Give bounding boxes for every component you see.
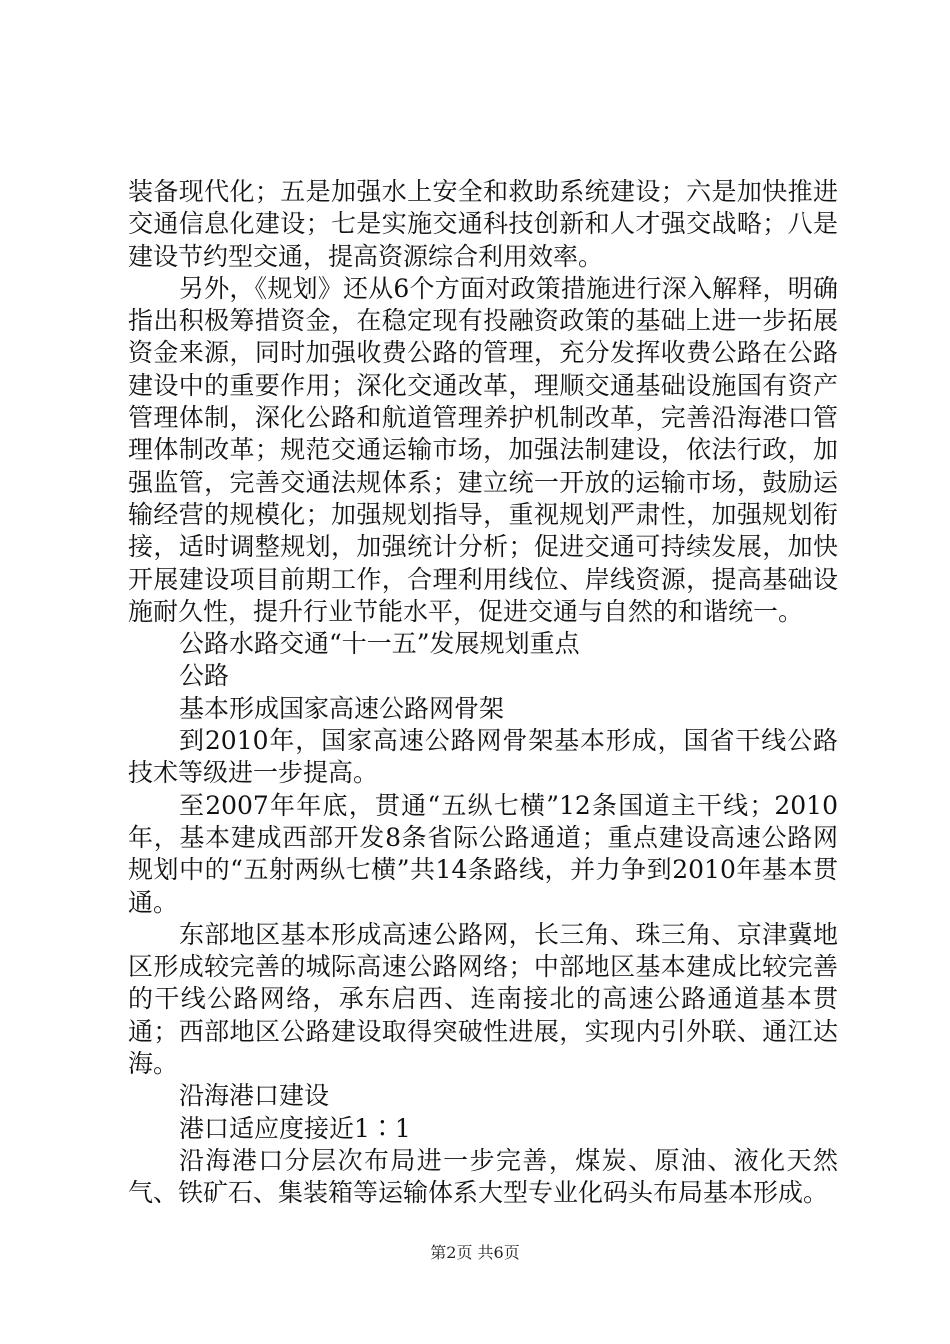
paragraph: 东部地区基本形成高速公路网，长三角、珠三角、京津冀地区形成较完善的城际高速公路网络；中部地区基本建成比较完善的干线公路网络，承东启西、连南接北的高速公路通道基本贯通；西部地区公路建设取得突破性进展，实现内引外联、通江达海。 bbox=[128, 919, 838, 1079]
page-footer: 第2页 共6页 bbox=[430, 1243, 520, 1262]
paragraph: 另外，《规划》还从6个方面对政策措施进行深入解释，明确指出积极筹措资金，在稳定现有投融资政策的基础上进一步拓展资金来源，同时加强收费公路的管理，充分发挥收费公路在公路建设中的重要作用；深化交通改革，理顺交通基础设施国有资产管理体制，深化公路和航道管理养护机制改革，完善沿海港口管理体制改革；规范交通运输市场，加强法制建设，依法行政，加强监管，完善交通法规体系；建立统一开放的运输市场，鼓励运输经营的规模化；加强规划指导，重视规划严肃性，加强规划衔接，适时调整规划，加强统计分析；促进交通可持续发展，加快开展建设项目前期工作，合理利用线位、岸线资源，提高基础设施耐久性，提升行业节能水平，促进交通与自然的和谐统一。 bbox=[128, 273, 838, 626]
paragraph: 至2007年年底，贯通“五纵七横”12条国道主干线；2010年，基本建成西部开发8条省际公路通道；重点建设高速公路网规划中的“五射两纵七横”共14条路线，并力争到2010年基本贯通。 bbox=[128, 790, 838, 917]
section-heading: 沿海港口建设 bbox=[179, 1081, 330, 1111]
document-body bbox=[128, 176, 838, 1210]
paragraph: 到2010年，国家高速公路网骨架基本形成，国省干线公路技术等级进一步提高。 bbox=[128, 726, 838, 788]
paragraph: 装备现代化；五是加强水上安全和救助系统建设；六是加快推进交通信息化建设；七是实施交通科技创新和人才强交战略；八是建设节约型交通，提高资源综合利用效率。 bbox=[128, 177, 838, 271]
section-heading: 公路 bbox=[179, 661, 230, 691]
section-heading: 公路水路交通“十一五”发展规划重点 bbox=[179, 629, 580, 659]
section-heading: 基本形成国家高速公路网骨架 bbox=[179, 693, 505, 723]
paragraph: 沿海港口分层次布局进一步完善，煤炭、原油、液化天然气、铁矿石、集装箱等运输体系大型专业化码头布局基本形成。 bbox=[128, 1145, 838, 1208]
section-heading: 港口适应度接近1∶1 bbox=[179, 1113, 411, 1143]
